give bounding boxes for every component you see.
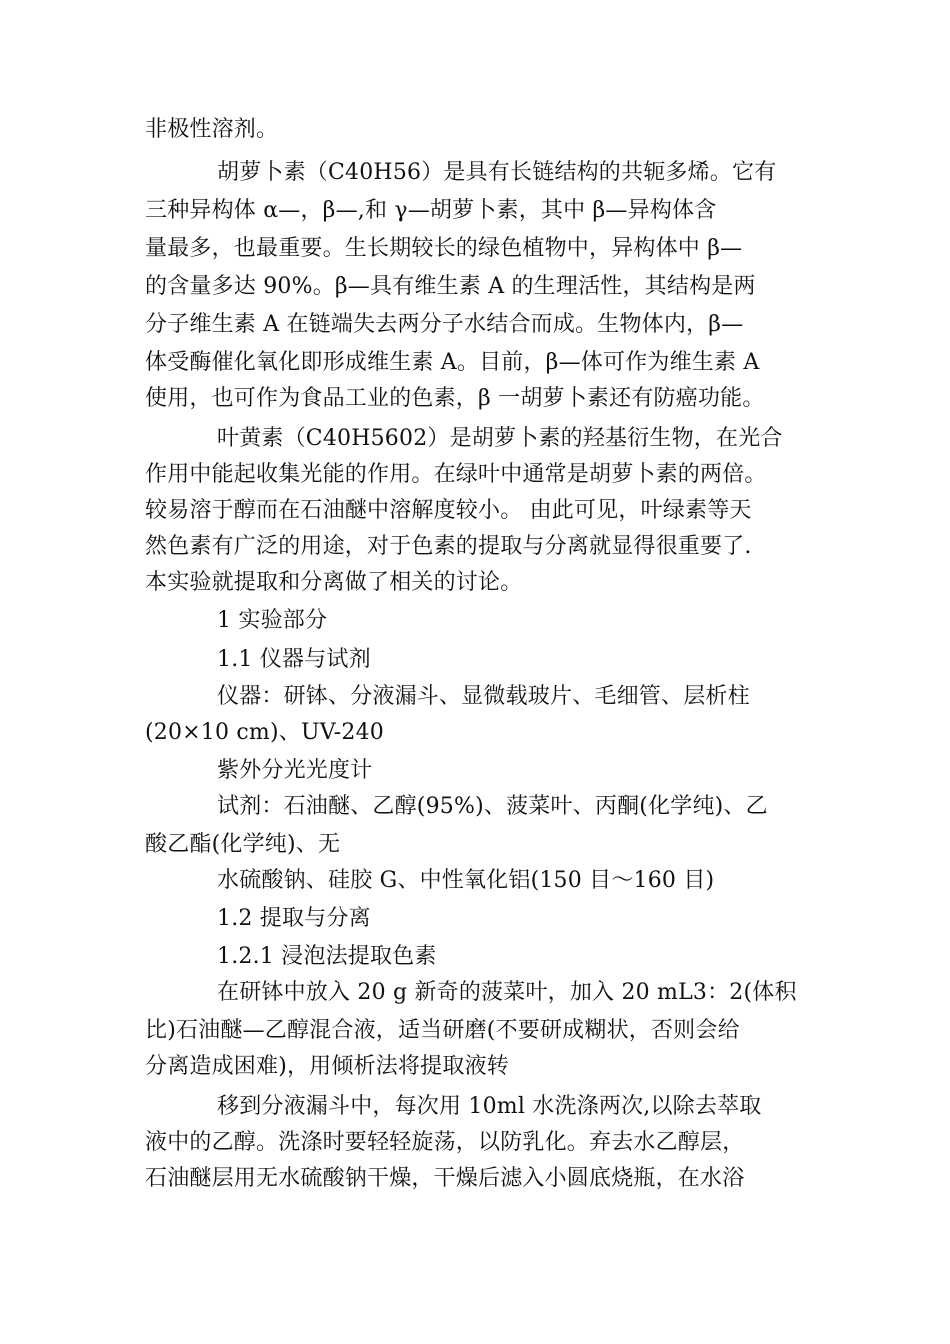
text-line-continuation: 非极性溶剂。 (145, 117, 279, 142)
text-line: (20×10 cm)、UV-240 (145, 720, 384, 745)
paragraph-lutein-start: 叶黄素（C40H5602）是胡萝卜素的羟基衍生物，在光合 (217, 426, 783, 451)
paragraph-reagents: 试剂：石油醚、乙醇(95%)、菠菜叶、丙酮(化学纯)、乙 (217, 794, 768, 819)
text-line: 三种异构体 α—，β—,和 γ—胡萝卜素，其中 β—异构体含 (145, 198, 717, 223)
text-line: 酸乙酯(化学纯)、无 (145, 832, 341, 857)
text-line: 石油醚层用无水硫酸钠干燥，干燥后滤入小圆底烧瓶，在水浴 (145, 1166, 745, 1191)
text-line: 比)石油醚—乙醇混合液，适当研磨(不要研成糊状，否则会给 (145, 1018, 740, 1043)
paragraph-instruments: 仪器：研钵、分液漏斗、显微载玻片、毛细管、层析柱 (217, 684, 750, 709)
text-line: 使用，也可作为食品工业的色素，β 一胡萝卜素还有防癌功能。 (145, 386, 765, 411)
text-line: 体受酶催化氧化即形成维生素 A。目前，β—体可作为维生素 A (145, 350, 760, 375)
section-heading-1-1: 1.1 仪器与试剂 (217, 647, 371, 672)
text-line: 紫外分光光度计 (217, 758, 373, 783)
paragraph-extraction: 在研钵中放入 20 g 新奇的菠菜叶，加入 20 mL3：2(体积 (217, 980, 797, 1005)
text-line: 本实验就提取和分离做了相关的讨论。 (145, 570, 523, 595)
text-line: 水硫酸钠、硅胶 G、中性氧化铝(150 目～160 目) (217, 868, 715, 893)
text-line: 分子维生素 A 在链端失去两分子水结合而成。生物体内，β— (145, 312, 744, 337)
text-line: 量最多，也最重要。生长期较长的绿色植物中，异构体中 β— (145, 236, 743, 261)
section-heading-1: 1 实验部分 (217, 608, 328, 633)
text-line: 的含量多达 90%。β—具有维生素 A 的生理活性，其结构是两 (145, 274, 756, 299)
text-line: 液中的乙醇。洗涤时要轻轻旋荡，以防乳化。弃去水乙醇层， (145, 1130, 745, 1155)
section-heading-1-2: 1.2 提取与分离 (217, 906, 371, 931)
text-line: 分离造成困难)，用倾析法将提取液转 (145, 1054, 509, 1079)
paragraph-separation: 移到分液漏斗中，每次用 10ml 水洗涤两次,以除去萃取 (217, 1094, 762, 1119)
section-heading-1-2-1: 1.2.1 浸泡法提取色素 (217, 944, 437, 969)
paragraph-carotene-start: 胡萝卜素（C40H56）是具有长链结构的共轭多烯。它有 (217, 160, 777, 185)
text-line: 作用中能起收集光能的作用。在绿叶中通常是胡萝卜素的两倍。 (145, 462, 767, 487)
text-line: 较易溶于醇而在石油醚中溶解度较小。 由此可见，叶绿素等天 (145, 498, 752, 523)
text-line: 然色素有广泛的用途，对于色素的提取与分离就显得很重要了. (145, 534, 752, 559)
